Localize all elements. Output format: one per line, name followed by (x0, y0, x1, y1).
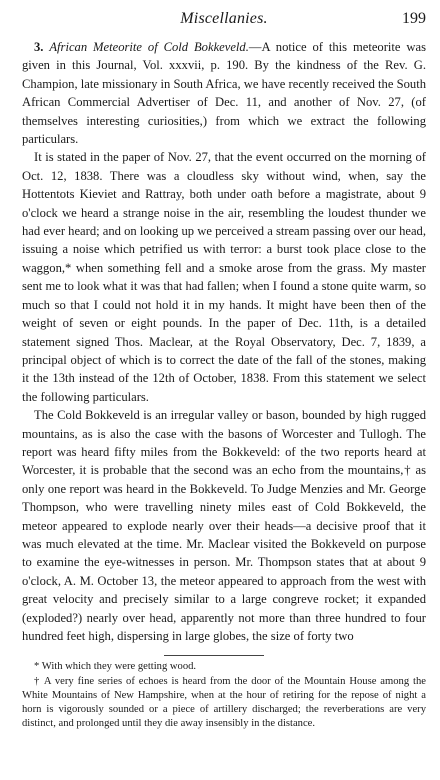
footnotes (22, 660, 426, 731)
section-title: African Meteorite of Cold Bokkeveld. (49, 40, 249, 54)
article-paragraph (22, 38, 426, 148)
paragraph-text: —A notice of this meteorite was given in this Journal, Vol. xxxvii, p. 190. By the kindness of the Rev. G. Champion, late missionary in South Africa, we have recently received the South African Commercial Advertiser of Dec. 11, and another of Nov. 27, (of themselves interesting curiosities,) from which we extract the following particulars. (22, 40, 426, 147)
article-body (22, 38, 426, 645)
footnote: * With which they were getting wood. (34, 661, 197, 673)
page-number: 199 (402, 10, 426, 27)
article-paragraph: The Cold Bokkeveld is an irregular valley or bason, bounded by high rugged mountains, as is also the case with the basons of Worcester and Tullogh. The report was heard fifty miles from the Bokkeveld: of the two reports heard at Worcester, it is probable that the second was an echo from the mountains,† as only one report was heard in the Bokkeveld. To Judge Menzies and Mr. George Thompson, who were travelling ninety miles east of Cold Bokkeveld, the meteor appeared to explode nearly over their heads—a decisive proof that it was much elevated at the time. Mr. Maclear visited the Bokkeveld on purpose to examine the eye-witnesses in person. Mr. Thompson states that at about 9 o'clock, A. M. October 13, the meteor appeared to approach from the west with great velocity and precisely similar to a large congreve rocket; it expanded (exploded?) nearly over head, apparently not more than three hundred to four hundred feet high, dispersing in large globes, the size of forty two (22, 408, 426, 643)
running-head: Miscellanies. (180, 10, 268, 27)
footnote: † A very fine series of echoes is heard from the door of the Mountain House among the White Mountains of New Hampshire, when at the hour of retiring for the repose of night a horn is vigorously sounded or a piece of artillery discharged; the reverberations are very distinct, and prolonged until they die away insensibly in the distance. (22, 675, 426, 730)
section-number: 3. (34, 40, 44, 54)
article-paragraph: It is stated in the paper of Nov. 27, that the event occurred on the morning of Oct. 12, 1838. There was a cloudless sky without wind, when, say the Hottentots Kieviet and Rattray, both under oath before a magistrate, about 9 o'clock we heard a strange noise in the air, resembling the loudest thunder we had ever heard; and on looking up we perceived a stream passing over our head, issuing a noise which petrified us with terror: a burst took place close to the waggon,* when something fell and a smoke arose from the grass. My master sent me to look what it was that had fallen; when I found a stone quite warm, so much so that I could not hold it in my hands. It might have been then of the weight of seven or eight pounds. In the paper of Dec. 11th, is a detailed statement signed Thos. Maclear, at the Royal Observatory, Dec. 7, 1839, a principal object of which is to correct the date of the fall of the stones, making it the 13th instead of the 12th of October, 1838. From this statement we select the following particulars. (22, 150, 426, 404)
page-header (22, 10, 426, 32)
journal-page (22, 10, 426, 731)
footnote-divider (164, 655, 264, 656)
